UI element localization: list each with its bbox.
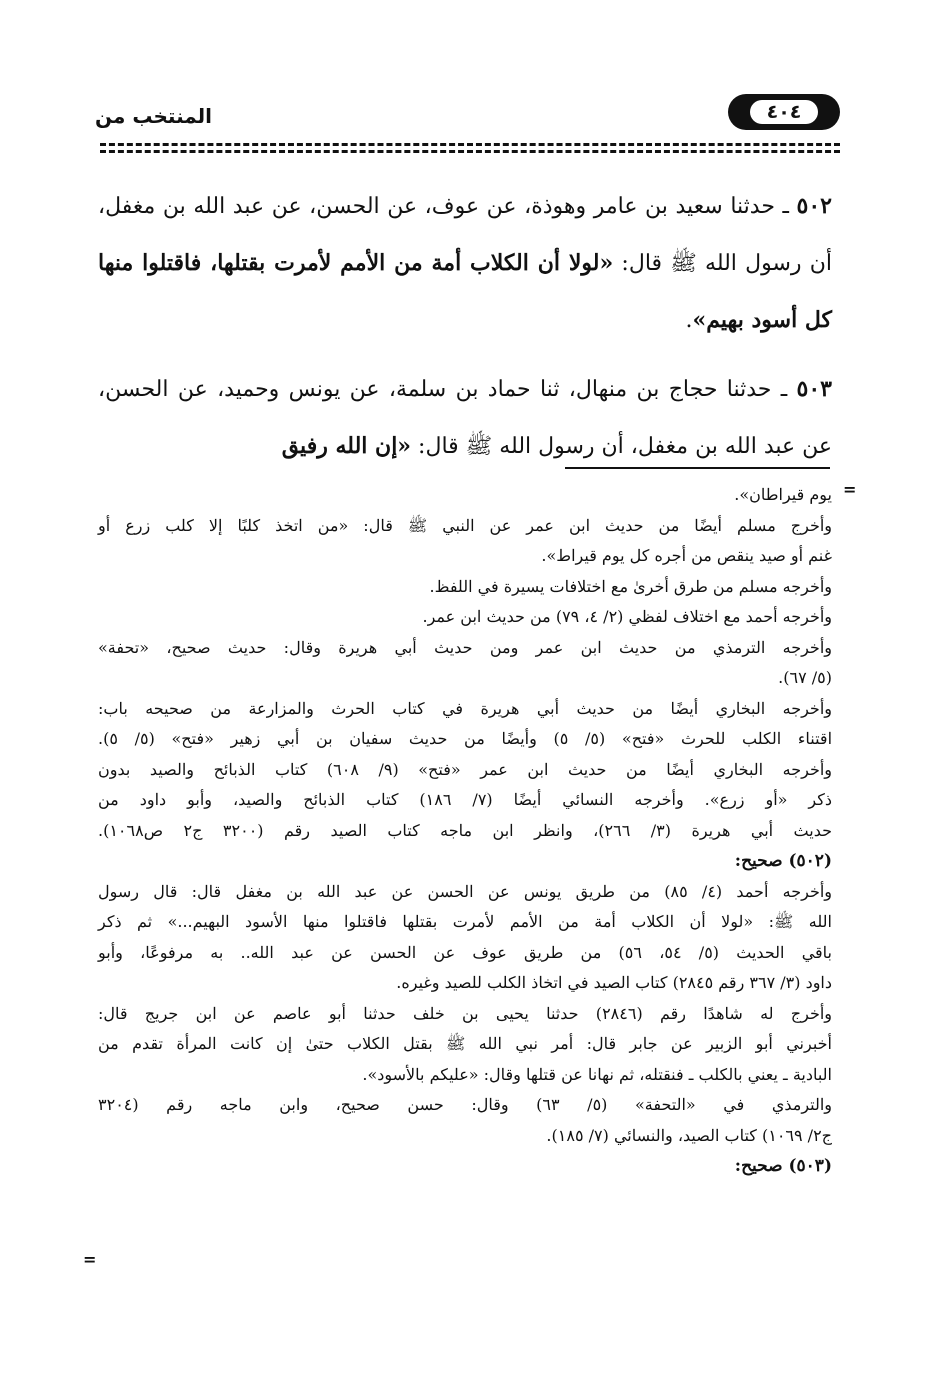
footnote-line: ج٢/ ١٠٦٩) كتاب الصيد، والنسائي (٧/ ١٨٥).	[546, 1125, 832, 1145]
footnote-line: الله ﷺ: «لولا أن الكلاب أمة من الأمم لأمرت بقتلها فاقتلوا منها الأسود البهيم...» ثم ذكر	[98, 912, 832, 931]
hadith-502	[98, 178, 832, 349]
hadith-503	[98, 361, 832, 475]
footnote-line: يوم قيراطان».	[734, 485, 832, 504]
footnote-line: والترمذي في «التحفة» (٥/ ٦٣) وقال: حسن صحيح، وابن ماجه رقم (٣٢٠٤	[98, 1095, 833, 1114]
hadith-number: ٥٠٢	[796, 193, 832, 219]
header-rule-top	[100, 143, 840, 146]
footnotes	[98, 480, 832, 1182]
footnote-line: داود (٣/ ٣٦٧ رقم ٢٨٤٥) كتاب الصيد في اتخاذ الكلب للصيد وغيره.	[396, 973, 832, 992]
page-number: ٤٠٤	[750, 100, 818, 124]
hadith-end: .	[685, 308, 693, 333]
hadith-isnad: ـ حدثنا حجاج بن منهال، ثنا حماد بن سلمة، عن يونس وحميد، عن الحسن، عن عبد الله بن مغفل، أن رسول الله ﷺ قال:	[98, 377, 832, 459]
footnote-grade: (٥٠٢) صحيح:	[734, 851, 832, 871]
footnote-line: البادية ـ يعني بالكلب ـ فنقتله، ثم نهانا عن قتلها وقال: «عليكم بالأسود».	[362, 1064, 832, 1084]
footnote-line: وأخرج له شاهدًا رقم (٢٨٤٦) حدثنا يحيى بن خلف حدثنا أبو عاصم عن ابن جريج قال:	[98, 1003, 833, 1023]
footnote-separator	[565, 467, 830, 469]
continuation-mark: =	[843, 480, 857, 499]
footnote-line: اقتناء الكلب للحرث «فتح» (٥/ ٥) وأيضًا من حديث سفيان بن أبي زهير «فتح» (٥/ ٥).	[98, 729, 833, 748]
book-title: المنتخب من	[95, 104, 213, 128]
hadith-matn: «لولا أن الكلاب أمة من الأمم لأمرت بقتلها، فاقتلوا منها كل أسود بهيم»	[98, 250, 832, 333]
hadith-matn: «إن الله رفيق	[281, 433, 412, 459]
header-rule-bottom	[100, 150, 840, 153]
footnote-line: غنم أو صيد ينقص من أجره كل يوم قيراط».	[541, 546, 832, 565]
footnote-line: وأخرجه البخاري أيضًا من حديث أبي هريرة في كتاب الحرث والمزارعة من صحيحه باب:	[98, 698, 832, 718]
running-header	[95, 92, 840, 142]
footnote-line: باقي الحديث (٥/ ٥٤، ٥٦) من طريق عوف عن الحسن عن عبد الله.. به مرفوعًا، وأبو	[98, 942, 833, 962]
continuation-mark: =	[83, 1250, 97, 1269]
footnote-line: وأخرجه أحمد (٤/ ٨٥) من طريق يونس عن الحسن عن عبد الله بن مغفل قال: قال رسول	[98, 881, 832, 901]
hadith-text	[98, 178, 832, 487]
hadith-isnad: ـ حدثنا سعيد بن عامر وهوذة، عن عوف، عن الحسن، عن عبد الله بن مغفل، أن رسول الله ﷺ قال:	[98, 194, 832, 276]
footnote-line: وأخرجه الترمذي من حديث ابن عمر ومن حديث أبي هريرة وقال: حديث صحيح، «تحفة»	[98, 637, 832, 657]
footnote-line: وأخرجه البخاري أيضًا من حديث ابن عمر «فتح» (٩/ ٦٠٨) كتاب الذبائح والصيد بدون	[98, 759, 833, 779]
footnote-line: حديث أبي هريرة (٣/ ٢٦٦)، وانظر ابن ماجه كتاب الصيد رقم (٣٢٠٠ ج٢ ص١٠٦٨).	[98, 820, 832, 840]
footnote-line: ذكر «أو زرع». وأخرجه النسائي أيضًا (٧/ ١٨٦) كتاب الذبائح والصيد، وأبو داود من	[98, 790, 833, 809]
footnote-grade: (٥٠٣) صحيح:	[734, 1156, 832, 1176]
page-number-badge	[728, 94, 840, 130]
hadith-number: ٥٠٣	[796, 376, 832, 402]
footnote-line: وأخرجه مسلم من طرق أخرىٰ مع اختلافات يسيرة في اللفظ.	[429, 576, 832, 596]
footnote-line: وأخرجه أحمد مع اختلاف لفظي (٢/ ٤، ٧٩) من حديث ابن عمر.	[422, 607, 832, 626]
footnote-line: وأخرج مسلم أيضًا من حديث ابن عمر عن النبي ﷺ قال: «من اتخذ كلبًا إلا كلب زرع أو	[98, 515, 833, 535]
footnote-line: (٥/ ٦٧).	[778, 668, 832, 687]
footnote-line: أخبرني أبو الزبير عن جابر قال: أمر نبي الله ﷺ بقتل الكلاب حتىٰ إن كانت المرأة تقدم من	[98, 1034, 832, 1053]
